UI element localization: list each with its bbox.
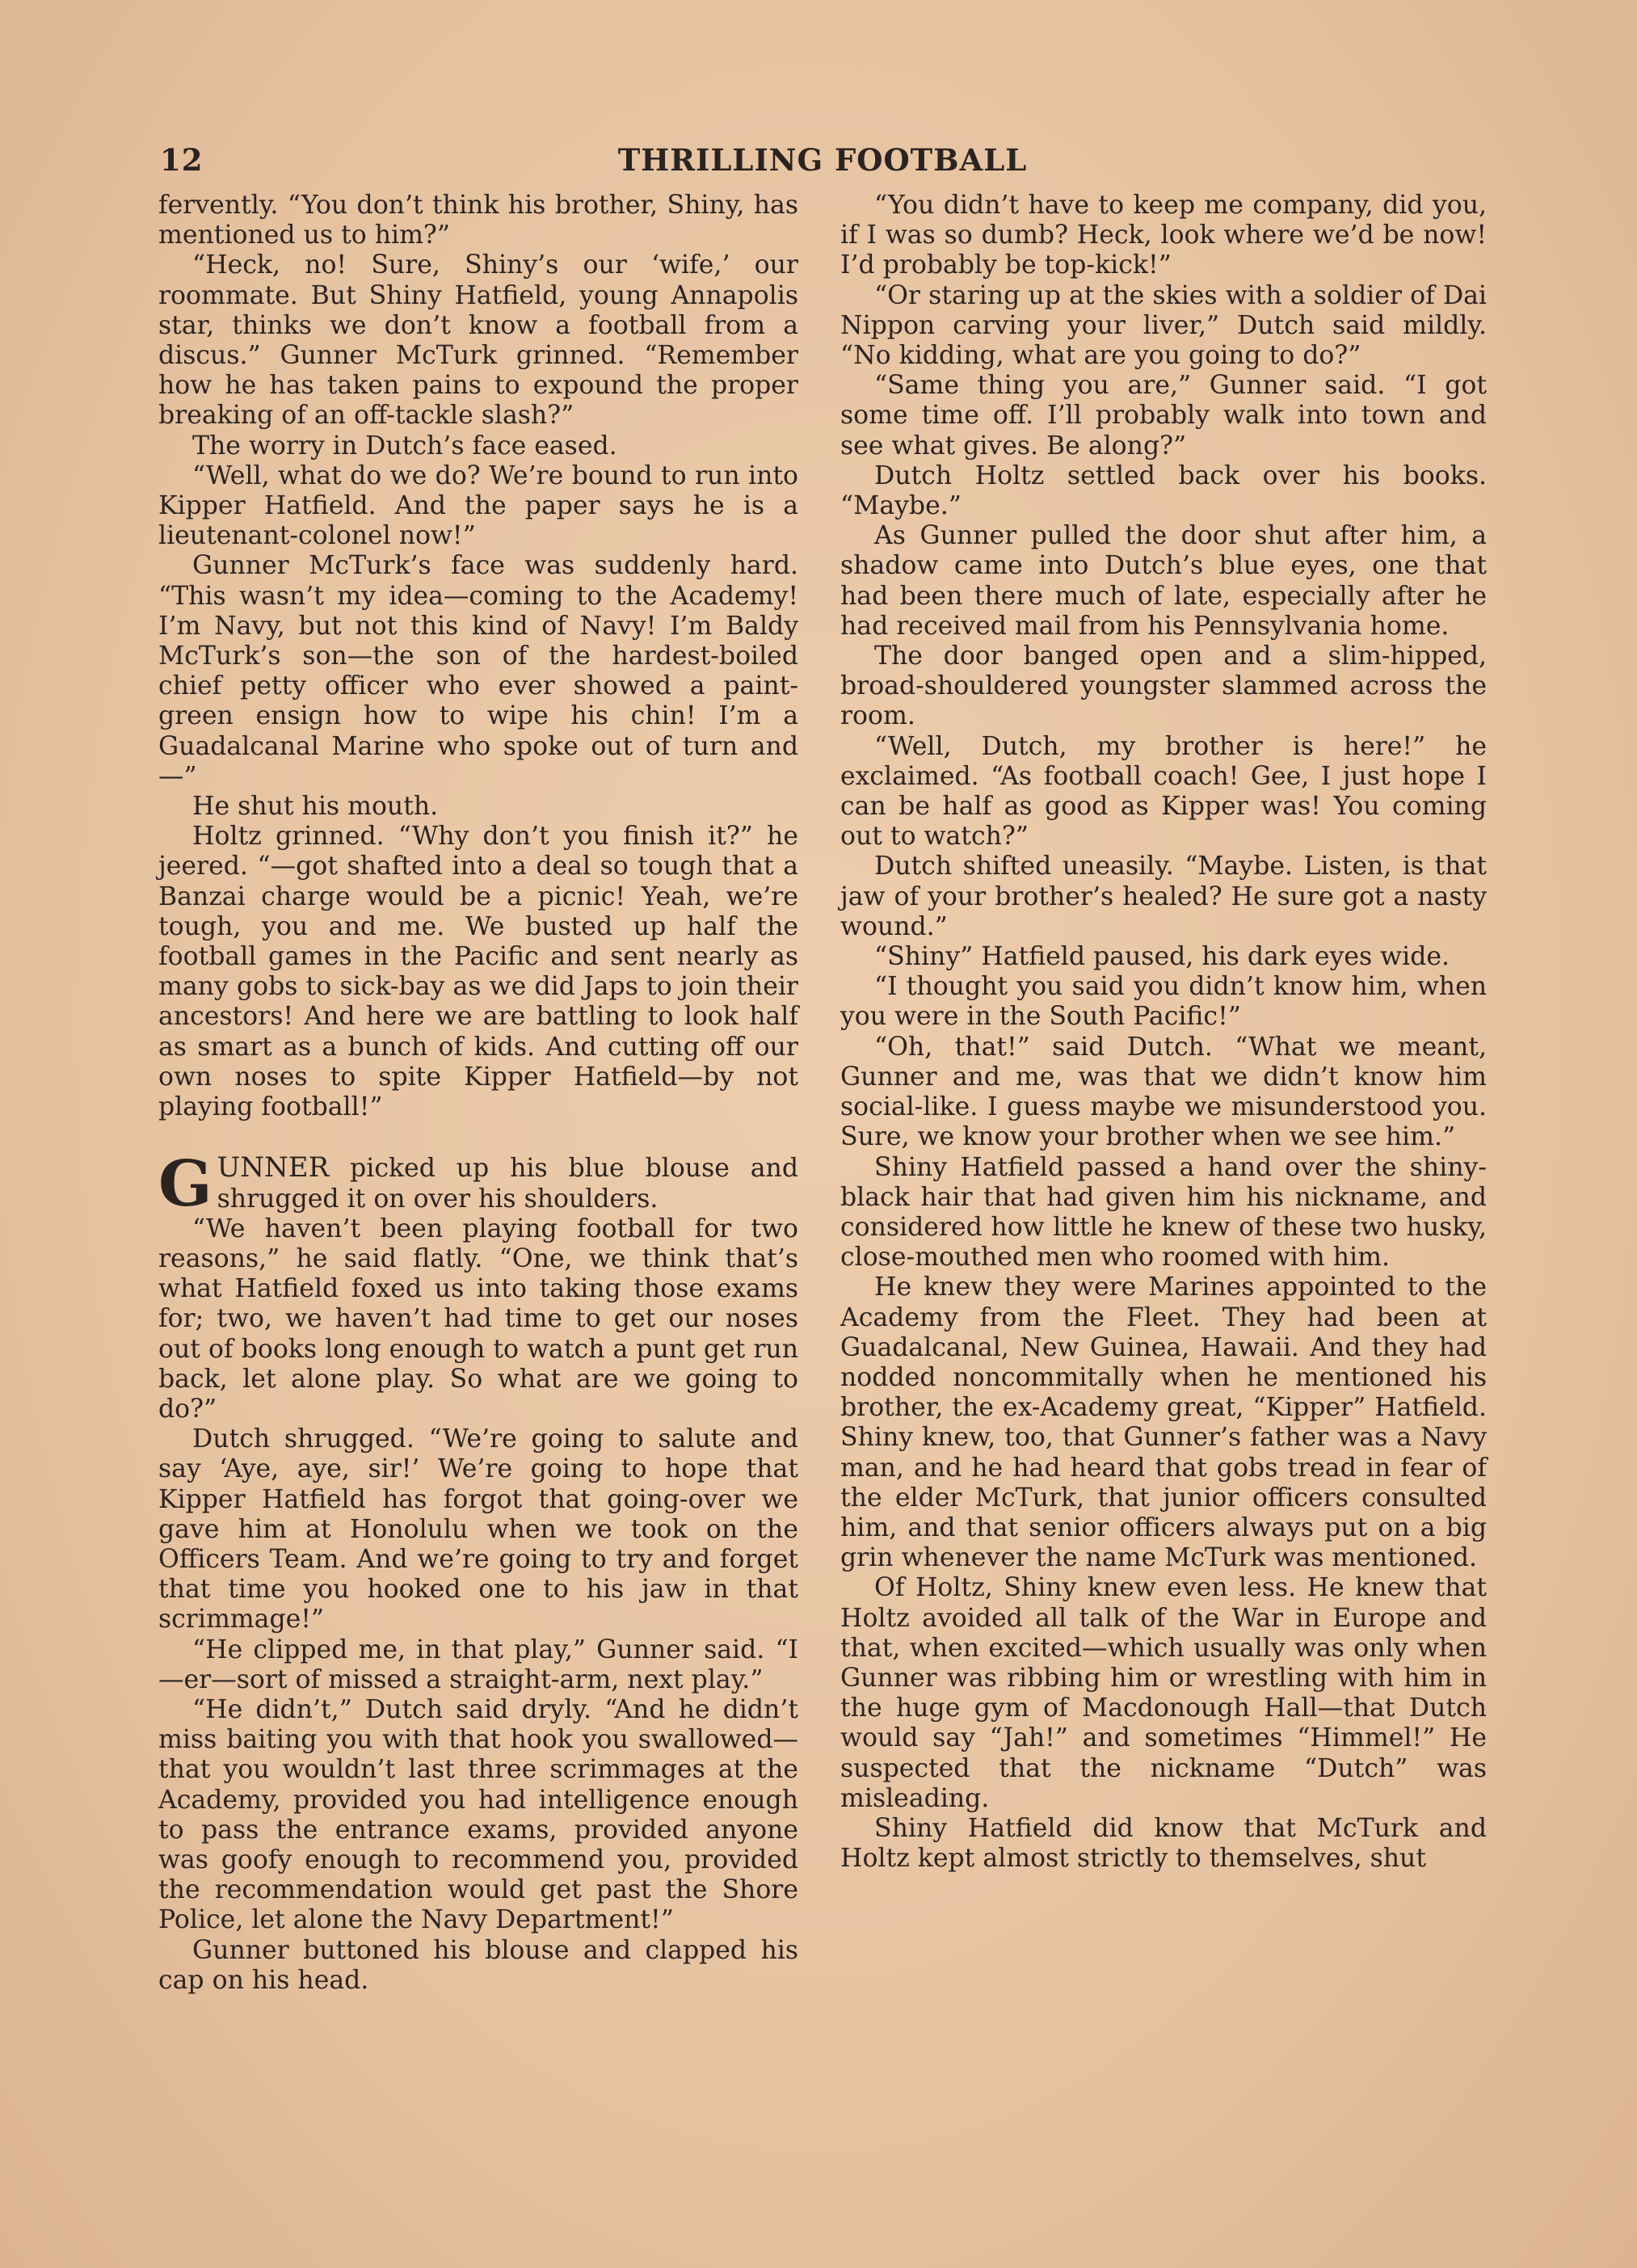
paragraph: Shiny Hatfield did know that McTurk and Holtz kept almost strictly to themselves, shut: [840, 1813, 1487, 1874]
paragraph: “We haven’t been playing football for two reasons,” he said flatly. “One, we think that’s what Hatfield foxed us into taking those exams for; two, we haven’t had time to get our noses out of books long enough to watch a punt get run back, let alone play. So what are we going to do?”: [158, 1214, 798, 1424]
paragraph: “He didn’t,” Dutch said dryly. “And he didn’t miss baiting you with that hook you swallowed—that you wouldn’t last three scrimmages at the Academy, provided you had intelligence enough to pass the entrance exams, provided anyone was goofy enough to recommend you, provided the recommendation would get past the Shore Police, let alone the Navy Department!”: [158, 1694, 798, 1935]
page-number: 12: [160, 142, 204, 178]
paragraph: Gunner buttoned his blouse and clapped his cap on his head.: [158, 1935, 798, 1995]
paragraph: Shiny Hatfield passed a hand over the shiny-black hair that had given him his nickname, and considered how little he knew of these two husky, close-mouthed men who roomed with him.: [840, 1152, 1487, 1273]
paragraph: Dutch shifted uneasily. “Maybe. Listen, is that jaw of your brother’s healed? He sure got a nasty wound.”: [840, 852, 1487, 941]
lead-in-caps: UNNER: [217, 1151, 330, 1184]
paragraph: “Or staring up at the skies with a soldier of Dai Nippon carving your liver,” Dutch said mildly. “No kidding, what are you going to do?”: [840, 280, 1487, 371]
section-first-text: picked up his blue blouse and shrugged it on over his shoulders.: [217, 1154, 798, 1214]
paragraph: “Well, Dutch, my brother is here!” he exclaimed. “As football coach! Gee, I just hope I can be half as good as Kipper was! You coming out to watch?”: [840, 731, 1487, 852]
paragraph: “I thought you said you didn’t know him, when you were in the South Pacific!”: [840, 972, 1487, 1032]
paragraph: “You didn’t have to keep me company, did you, if I was so dumb? Heck, look where we’d be now! I’d probably be top-kick!”: [840, 191, 1487, 280]
paragraph: Dutch Holtz settled back over his books. “Maybe.”: [840, 461, 1487, 521]
paragraph: “Heck, no! Sure, Shiny’s our ‘wife,’ our roommate. But Shiny Hatfield, young Annapolis star, thinks we don’t know a football from a discus.” Gunner McTurk grinned. “Remember how he has taken pains to expound the proper breaking of an off-tackle slash?”: [158, 250, 798, 431]
paragraph: “Same thing you are,” Gunner said. “I got some time off. I’ll probably walk into town and see what gives. Be along?”: [840, 371, 1487, 461]
paragraph: Dutch shrugged. “We’re going to salute and say ‘Aye, aye, sir!’ We’re going to hope that Kipper Hatfield has forgot that going-over we gave him at Honolulu when we took on the Officers Team. And we’re going to try and forget that time you hooked one to his jaw in that scrimmage!”: [158, 1424, 798, 1635]
paragraph: He shut his mouth.: [192, 792, 439, 822]
paragraph: “Shiny” Hatfield paused, his dark eyes wide.: [874, 942, 1450, 972]
left-column: [158, 191, 798, 1996]
paragraph: The door banged open and a slim-hipped, broad-shouldered youngster slammed across the room.: [840, 642, 1487, 731]
paragraph: The worry in Dutch’s face eased.: [192, 431, 617, 461]
paragraph: Holtz grinned. “Why don’t you finish it?” he jeered. “—got shafted into a deal so tough that a Banzai charge would be a picnic! Yeah, we’re tough, you and me. We busted up half the football games in the Pacific and sent nearly as many gobs to sick-bay as we did Japs to join their ancestors! And here we are battling to look half as smart as a bunch of kids. And cutting off our own noses to spite Kipper Hatfield—by not playing football!”: [158, 822, 798, 1122]
section-start-paragraph: [158, 1147, 798, 1222]
paragraph: He knew they were Marines appointed to the Academy from the Fleet. They had been at Guadalcanal, New Guinea, Hawaii. And they had nodded noncommitally when he mentioned his brother, the ex-Academy great, “Kipper” Hatfield. Shiny knew, too, that Gunner’s father was a Navy man, and he had heard that gobs tread in fear of the elder McTurk, that junior officers consulted him, and that senior officers always put on a big grin whenever the name McTurk was mentioned.: [840, 1273, 1487, 1573]
paragraph: “Well, what do we do? We’re bound to run into Kipper Hatfield. And the paper says he is a lieutenant-colonel now!”: [158, 461, 798, 551]
paragraph: “He clipped me, in that play,” Gunner said. “I—er—sort of missed a straight-arm, next play.”: [158, 1635, 798, 1694]
drop-cap: G: [158, 1147, 213, 1222]
paragraph: fervently. “You don’t think his brother, Shiny, has mentioned us to him?”: [158, 191, 798, 250]
paragraph: Of Holtz, Shiny knew even less. He knew that Holtz avoided all talk of the War in Europe and that, when excited—which usually was only when Gunner was ribbing him or wrestling with him in the huge gym of Macdonough Hall—that Dutch would say “Jah!” and sometimes “Himmel!” He suspected that the nickname “Dutch” was misleading.: [840, 1573, 1487, 1813]
paragraph: “Oh, that!” said Dutch. “What we meant, Gunner and me, was that we didn’t know him social-like. I guess maybe we misunderstood you. Sure, we know your brother when we see him.”: [840, 1032, 1487, 1152]
page-header: [160, 142, 1485, 183]
paragraph: As Gunner pulled the door shut after him, a shadow came into Dutch’s blue eyes, one that had been there much of late, especially after he had received mail from his Pennsylvania home.: [840, 521, 1487, 641]
right-column: [840, 191, 1487, 1874]
paragraph: Gunner McTurk’s face was suddenly hard. “This wasn’t my idea—coming to the Academy! I’m Navy, but not this kind of Navy! I’m Baldy McTurk’s son—the son of the hardest-boiled chief petty officer who ever showed a paint-green ensign how to wipe his chin! I’m a Guadalcanal Marine who spoke out of turn and—”: [158, 551, 798, 791]
magazine-title: THRILLING FOOTBALL: [617, 142, 1028, 178]
